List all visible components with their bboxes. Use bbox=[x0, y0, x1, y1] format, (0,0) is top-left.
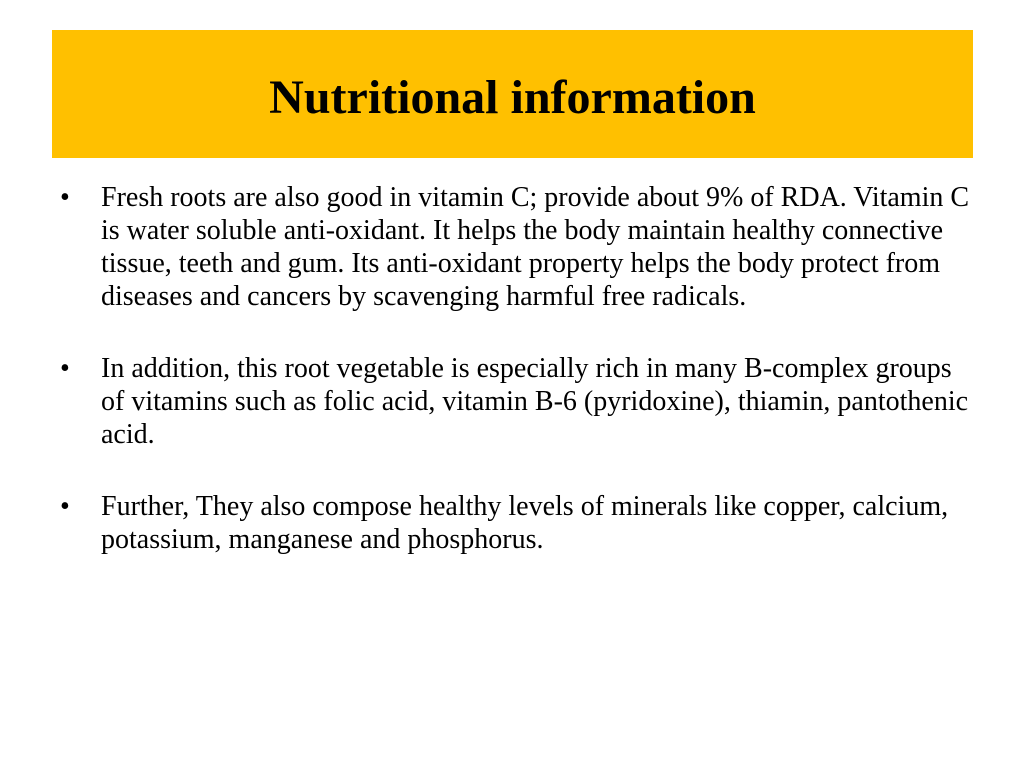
bullet-text: Further, They also compose healthy levels of minerals like copper, calcium, potassium, manganese and phosphorus. bbox=[101, 491, 949, 555]
bullet-dot-icon: • bbox=[60, 353, 70, 384]
bullet-list bbox=[58, 181, 970, 595]
title-band bbox=[52, 30, 973, 158]
bullet-item-vitamin-c bbox=[58, 181, 970, 313]
bullet-dot-icon: • bbox=[60, 491, 70, 522]
bullet-text: In addition, this root vegetable is especially rich in many B-complex groups of vitamins such as folic acid, vitamin B-6 (pyridoxine), thiamin, pantothenic acid. bbox=[101, 353, 969, 450]
bullet-dot-icon: • bbox=[60, 182, 70, 213]
bullet-item-b-complex bbox=[58, 352, 970, 451]
slide-title: Nutritional information bbox=[269, 71, 756, 124]
bullet-text: Fresh roots are also good in vitamin C; provide about 9% of RDA. Vitamin C is water soluble anti-oxidant. It helps the body maintain healthy connective tissue, teeth and gum. Its anti-oxidant property helps the body protect from diseases and cancers by scavenging harmful free radicals. bbox=[101, 182, 970, 312]
bullet-item-minerals bbox=[58, 490, 970, 556]
